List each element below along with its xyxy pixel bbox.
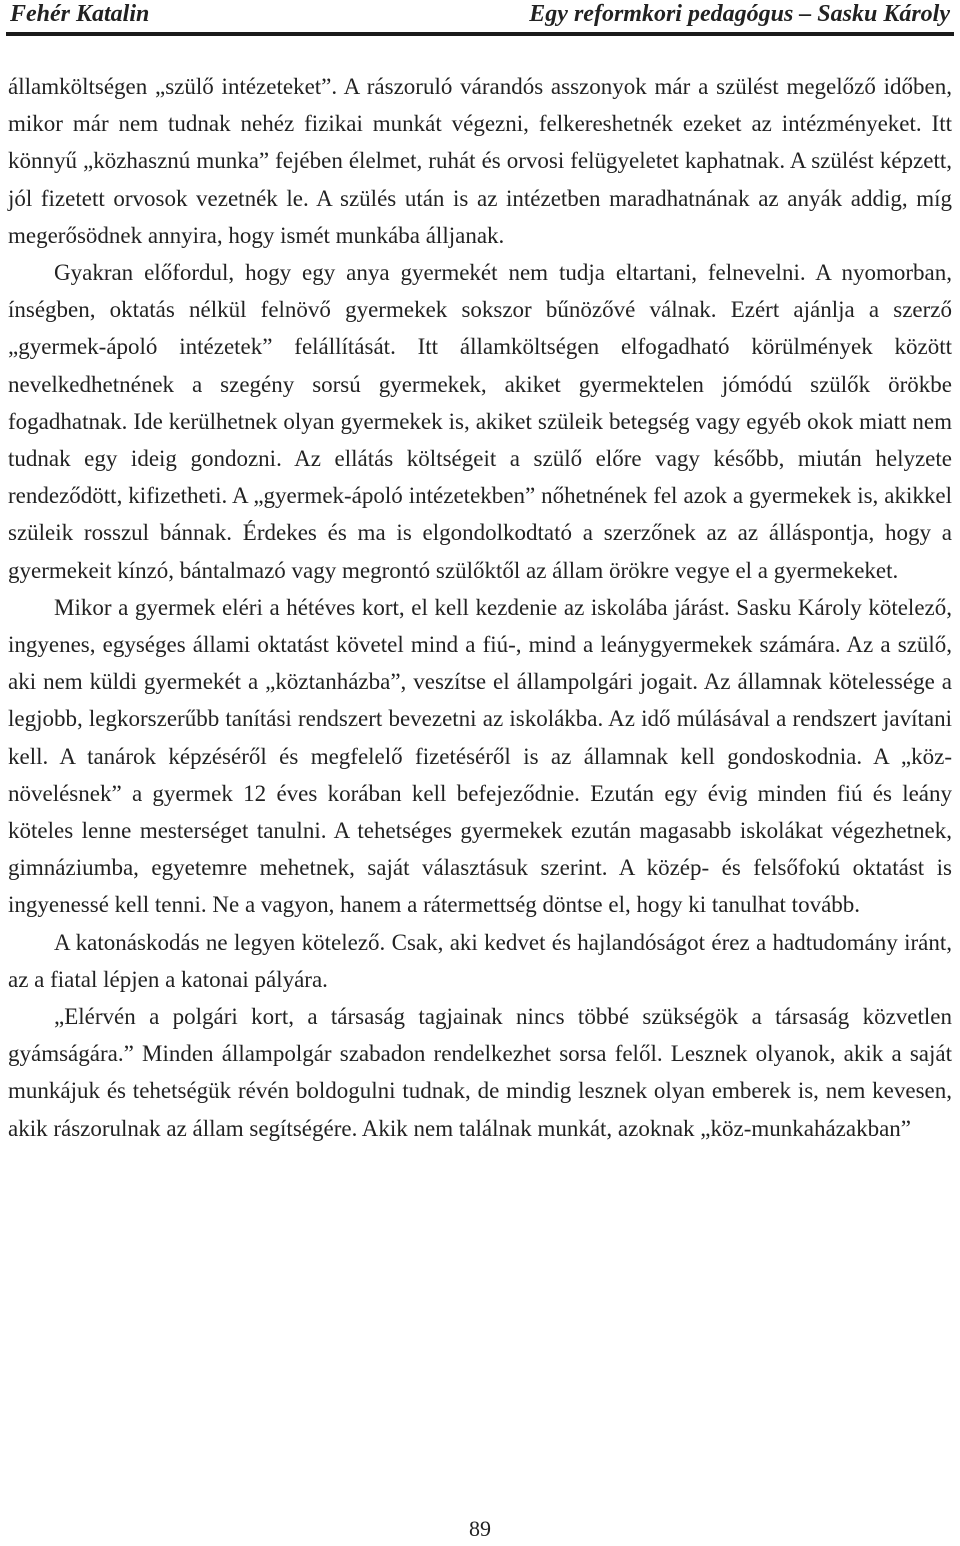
body-text — [8, 68, 952, 1147]
paragraph-5: „Elérvén a polgári kort, a társaság tagjainak nincs többé szükségök a társaság közvetlen gyámságára.” Minden állampolgár szabadon rendelkezhet sorsa felől. Lesznek olyanok, akik a saját munkájuk és tehetségük révén boldogulni tudnak, de mindig lesznek olyan emberek is, nem kevesen, akik rászorulnak az állam segítségére. Akik nem találnak munkát, azoknak „köz-munkaházakban” — [8, 1004, 952, 1141]
page-number: 89 — [469, 1516, 491, 1541]
paragraph-1: államköltségen „szülő intézeteket”. A rászoruló várandós asszonyok már a szülést megelőző időben, mikor már nem tudnak nehéz fizikai munkát végezni, felkereshetnék ezeket az intézményeket. Itt könnyű „közhasznú munka” fejében élelmet, ruhát és orvosi felügyeletet kaphatnak. A szülést képzett, jól fizetett orvosok vezetnék le. A szülés után is az intézetben maradhatnának az anyák addig, míg megerősödnek annyira, hogy ismét munkába álljanak. — [8, 74, 952, 248]
paragraph-2: Gyakran előfordul, hogy egy anya gyermekét nem tudja eltartani, felnevelni. A nyomorban, ínségben, oktatás nélkül felnövő gyermekek sokszor bűnözővé válnak. Ezért ajánlja a szerző „gyermek-ápoló intézetek” felállítását. Itt államköltségen elfogadható körülmények között nevelkedhetnének a szegény sorsú gyermekek, akiket gyermektelen jómódú szülők örökbe fogadhatnak. Ide kerülhetnek olyan gyermekek is, akiket szüleik betegség vagy egyéb okok miatt nem tudnak egy ideig gondozni. Az ellátás költségeit a szülő előre vagy később, miután helyzete rendeződött, kifizetheti. A „gyermek-ápoló intézetekben” nőhetnének fel azok a gyermekek is, akikkel szüleik rosszul bánnak. Érdekes és ma is elgondolkodtató a szerzőnek az az álláspontja, hogy a gyermekeit kínzó, bántalmazó vagy megrontó szülőktől az állam örökre vegye el a gyermekeket. — [8, 260, 952, 583]
header-author: Fehér Katalin — [10, 1, 150, 27]
paragraph-3: Mikor a gyermek eléri a hétéves kort, el kell kezdenie az iskolába járást. Sasku Károly kötelező, ingyenes, egységes állami oktatást követel mind a fiú-, mind a leánygyermekek számára. Az a szülő, aki nem küldi gyermekét a „köztanházba”, veszítse el állampolgári jogait. Az államnak kötelessége a legjobb, legkorszerűbb tanítási rendszert bevezetni az iskolákba. Az idő múlásával a rendszert javítani kell. A tanárok képzéséről és megfelelő fizetéséről is az államnak kell gondoskodnia. A „köz-növelésnek” a gyermek 12 éves korában kell befejeződnie. Ezután egy évig minden fiú és leány köteles lenne mesterséget tanulni. A tehetséges gyermekek ezután magasabb iskolákat végezhetnek, gimnáziumba, egyetemre mehetnek, saját választásuk szerint. A közép- és felsőfokú oktatást is ingyenessé kell tenni. Ne a vagyon, hanem a rátermettség döntse el, hogy ki tanulhat tovább. — [8, 594, 952, 918]
header-rule — [6, 32, 954, 36]
header-title: Egy reformkori pedagógus – Sasku Károly — [529, 1, 950, 27]
running-header — [10, 0, 950, 30]
paragraph-4: A katonáskodás ne legyen kötelező. Csak, aki kedvet és hajlandóságot érez a hadtudomány iránt, az a fiatal lépjen a katonai pályára. — [8, 929, 952, 992]
